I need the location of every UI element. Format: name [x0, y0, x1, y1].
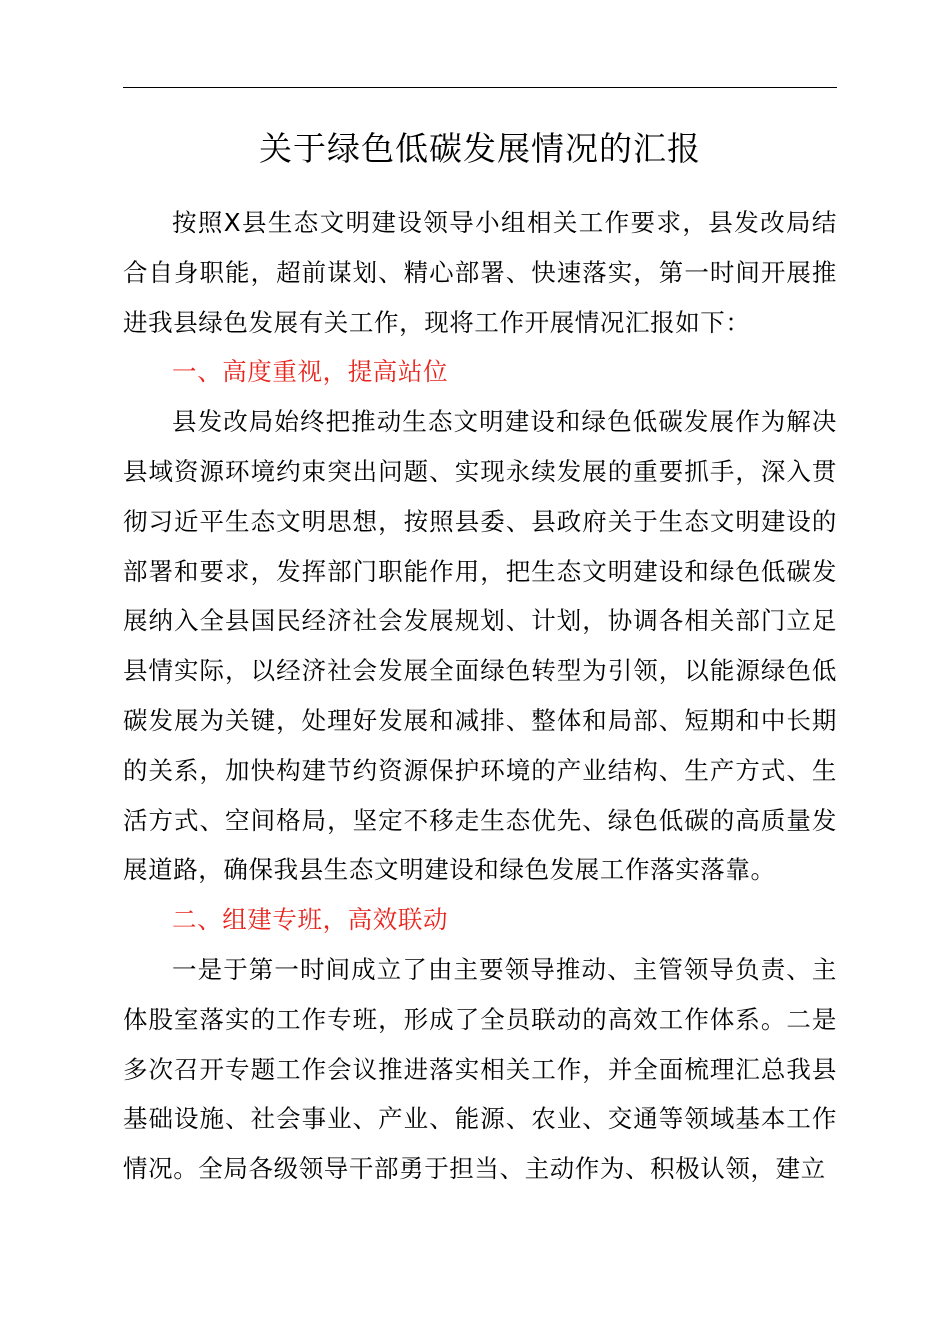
section-1-paragraph: 县发改局始终把推动生态文明建设和绿色低碳发展作为解决县域资源环境约束突出问题、实现永续发展的重要抓手，深入贯彻习近平生态文明思想，按照县委、县政府关于生态文明建设的部署和要求，发挥部门职能作用，把生态文明建设和绿色低碳发展纳入全县国民经济社会发展规划、计划，协调各相关部门立足县情实际，以经济社会发展全面绿色转型为引领，以能源绿色低碳发展为关键，处理好发展和减排、整体和局部、短期和中长期的关系，加快构建节约资源保护环境的产业结构、生产方式、生活方式、空间格局，坚定不移走生态优先、绿色低碳的高质量发展道路，确保我县生态文明建设和绿色发展工作落实落靠。	[123, 407, 837, 885]
section-2-paragraph: 一是于第一时间成立了由主要领导推动、主管领导负责、主体股室落实的工作专班，形成了全员联动的高效工作体系。二是多次召开专题工作会议推进落实相关工作，并全面梳理汇总我县基础设施、社会事业、产业、能源、农业、交通等领域基本工作情况。全局各级领导干部勇于担当、主动作为、积极认领，建立	[123, 954, 837, 1184]
section-2-heading: 二、组建专班，高效联动	[172, 905, 449, 935]
intro-paragraph: 按照X县生态文明建设领导小组相关工作要求，县发改局结合自身职能，超前谋划、精心部署、快速落实，第一时间开展推进我县绿色发展有关工作，现将工作开展情况汇报如下：	[123, 208, 837, 337]
section-1-heading: 一、高度重视，提高站位	[172, 357, 449, 387]
document-title: 关于绿色低碳发展情况的汇报	[259, 129, 701, 168]
header-rule	[123, 87, 837, 88]
document-body	[123, 198, 837, 1194]
